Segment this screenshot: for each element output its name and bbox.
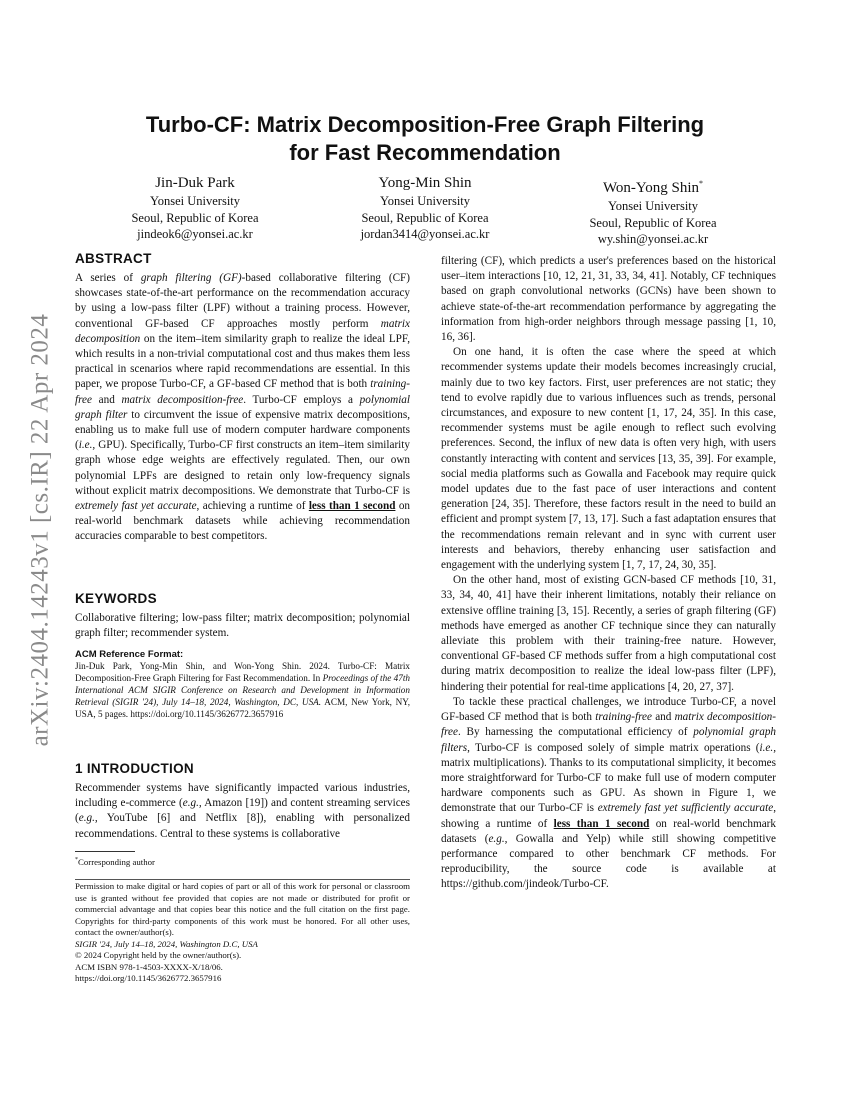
acm-reference-heading: ACM Reference Format:	[75, 649, 184, 660]
author-email: wy.shin@yonsei.ac.kr	[597, 232, 709, 246]
abstract-body	[75, 271, 410, 545]
acm-reference-text: Jin-Duk Park, Yong-Min Shin, and Won-Yong Shin. 2024. Turbo-CF: Matrix Decomposition-Free Graph Filtering for Fast Recommendation. In Proceedings of the 47th International ACM SIGIR Conference on Research and Development in Information Retrieval (SIGIR '24), July 14–18, 2024, Washington, DC, USA. ACM, New York, NY, USA, 5 pages. https://doi.org/10.1145/3626772.3657916	[75, 661, 410, 719]
author-2	[305, 174, 545, 243]
author-email: jindeok6@yonsei.ac.kr	[137, 227, 253, 241]
author-3	[533, 174, 773, 248]
paper-title	[75, 111, 775, 167]
acm-reference	[75, 649, 410, 720]
author-location: Seoul, Republic of Korea	[361, 210, 489, 225]
arxiv-sidebar	[20, 300, 60, 760]
permission-block: Permission to make digital or hard copies of part or all of this work for personal or classroom use is granted without fee provided that copies are not made or distributed for profit or commercial advantage and that copies bear this notice and the full citation on the first page. Copyrights for third-party components of this work must be honored. For all other uses, contact the owner/author(s). SIGIR '24, July 14–18, 2024, Washington D.C, USA © 2024 Copyright held by the owner/author(s). ACM ISBN 978-1-4503-XXXX-X/18/06. https://doi.org/10.1145/3626772.3657916	[75, 881, 410, 983]
footnote: *Corresponding author	[75, 856, 155, 867]
author-1	[75, 174, 315, 243]
author-name: Won-Yong Shin	[602, 180, 700, 196]
introduction-heading: 1 INTRODUCTION	[75, 761, 194, 776]
right-column	[441, 254, 776, 893]
author-location: Seoul, Republic of Korea	[589, 215, 717, 230]
author-affiliation: Yonsei University	[149, 194, 241, 208]
author-name: Yong-Min Shin	[378, 175, 472, 191]
corresponding-mark: *	[699, 179, 704, 188]
abstract-paragraph: A series of graph filtering (GF)-based collaborative filtering (CF) showcases state-of-the-art performance on the recommendation accuracy by using a low-pass filter (LPF) without a training process. However, conventional GF-based CF approaches mostly perform matrix decomposition on the item–item similarity graph to realize the ideal LPF, which results in a non-trivial computational cost and thus makes them less practical in scenarios where rapid recommendations are essential. In this paper, we propose Turbo-CF, a GF-based CF method that is both training-free and matrix decomposition-free. Turbo-CF employs a polynomial graph filter to circumvent the issue of expensive matrix decompositions, enabling us to make full use of modern computer hardware components (i.e., GPU). Specifically, Turbo-CF first constructs an item–item similarity graph whose edge weights are effectively regulated. Then, our own polynomial LPFs are designed to retain only low-frequency signals without explicit matrix decompositions. We demonstrate that Turbo-CF is extremely fast yet accurate, achieving a runtime of less than 1 second on real-world benchmark datasets while achieving recommendation accuracies comparable to best competitors.	[75, 272, 411, 543]
venue: SIGIR '24, July 14–18, 2024, Washington D.C, USA	[75, 938, 258, 949]
title-line-1: Turbo-CF: Matrix Decomposition-Free Graph Filtering	[145, 112, 705, 137]
title-line-2: for Fast Recommendation	[289, 140, 561, 165]
paragraph-3: On the other hand, most of existing GCN-based CF methods [10, 31, 33, 34, 40, 41] have their inherent limitations, notably their reliance on extensive offline training [3, 15]. Recently, a series of graph filtering (GF) methods have emerged as another CF technique since they can naturally alleviate this problem with their training-free nature. However, conventional GF-based CF methods suffer from a high computational cost during matrix decomposition to realize the ideal low-pass filter (LPF), hindering their potential for real-time applications [4, 20, 27, 37].	[441, 574, 776, 693]
author-email: jordan3414@yonsei.ac.kr	[360, 227, 490, 241]
author-affiliation: Yonsei University	[379, 194, 471, 208]
author-affiliation: Yonsei University	[607, 199, 699, 213]
introduction-body: Recommender systems have significantly impacted various industries, including e-commerce (e.g., Amazon [19]) and content streaming services (e.g., YouTube [6] and Netflix [8]), enabling with personalized recommendations. Central to these systems is collaborative	[75, 782, 410, 840]
keywords-body: Collaborative filtering; low-pass filter; matrix decomposition; polynomial graph filter; recommender system.	[75, 612, 410, 640]
permission-rule	[75, 879, 410, 880]
paragraph-1: filtering (CF), which predicts a user's preferences based on the historical user–item interactions [10, 12, 21, 31, 33, 34, 41]. Notably, CF techniques based on graph convolutional networks (GCNs) have been shown to achieve state-of-the-art recommendation performance by aggregating the information from high-order neighbors through message passing [1, 10, 16, 36].	[441, 255, 776, 344]
footnote-rule	[75, 851, 135, 852]
arxiv-identifier: arXiv:2404.14243v1 [cs.IR] 22 Apr 2024	[26, 313, 53, 747]
abstract-heading: ABSTRACT	[75, 251, 152, 266]
paragraph-4: To tackle these practical challenges, we introduce Turbo-CF, a novel GF-based CF method that is both training-free and matrix decomposition-free. By harnessing the computational efficiency of polynomial graph filters, Turbo-CF is composed solely of simple matrix operations (i.e., matrix multiplications). Thanks to its computational simplicity, it becomes more straightforward for Turbo-CF to make full use of modern computer hardware components such as GPU. As shown in Figure 1, we demonstrate that our Turbo-CF is extremely fast yet sufficiently accurate, showing a runtime of less than 1 second on real-world benchmark datasets (e.g., Gowalla and Yelp) while still showing competitive performance compared to other benchmark CF methods. For reproducibility, the source code is available at https://github.com/jindeok/Turbo-CF.	[441, 695, 777, 891]
keywords-heading: KEYWORDS	[75, 591, 157, 606]
paragraph-2: On one hand, it is often the case where the speed at which recommender systems update their models becomes increasingly crucial, mainly due to two key factors. First, user preferences are not static; they tend to evolve rapidly due to various influences such as trends, personal circumstances, and exposure to new content [1, 17, 24, 35]. In this case, recommender systems must be agile enough to reflect such evolving preferences. Second, the influx of new data is often very high, with users constantly interacting with content and services [13, 35, 39]. For example, social media platforms such as Gowalla and Facebook may require quick model updates due to the fast pace of user interactions and content generation [24, 35]. Therefore, these factors result in the need to build an efficient and prompt system [7, 13, 17]. Such a fast adaptation ensures that the recommendations remain relevant and in sync with current user interests and behaviors, thereby enhancing user satisfaction and engagement with the underlying system [1, 7, 17, 24, 30, 35].	[441, 346, 776, 572]
author-name: Jin-Duk Park	[155, 175, 235, 191]
author-location: Seoul, Republic of Korea	[131, 210, 259, 225]
doi-link[interactable]: https://doi.org/10.1145/3626772.3657916	[75, 973, 222, 983]
